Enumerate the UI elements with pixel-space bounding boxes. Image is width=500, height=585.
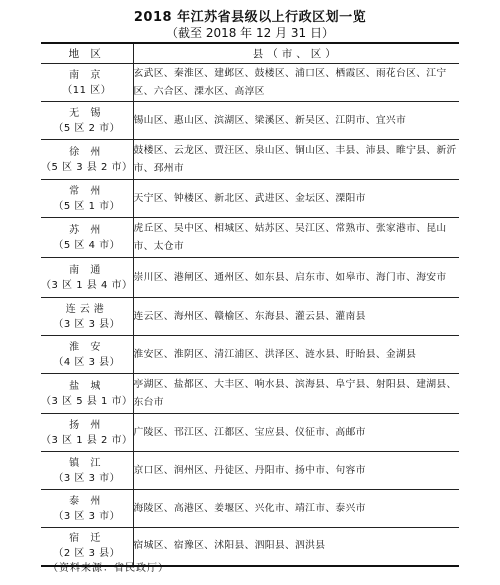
region-cell xyxy=(41,258,133,298)
counties-cell: 天宁区、钟楼区、新北区、武进区、金坛区、溧阳市 xyxy=(133,180,459,218)
table-row xyxy=(41,336,459,374)
region-cell xyxy=(41,336,133,374)
source-note: （资料来源：省民政厅） xyxy=(48,563,169,574)
region-cell xyxy=(41,452,133,490)
region-name: 南 京 xyxy=(69,69,105,81)
table-row xyxy=(41,180,459,218)
counties-cell: 崇川区、港闸区、通州区、如东县、启东市、如皋市、海门市、海安市 xyxy=(133,258,459,298)
region-name: 宿 迁 xyxy=(69,533,105,545)
region-name: 连云港 xyxy=(65,303,108,315)
region-name: 常 州 xyxy=(69,185,105,197)
table-row xyxy=(41,258,459,298)
header-counties: 县（市、区） xyxy=(133,43,459,64)
region-summary: （4 区 3 县） xyxy=(53,356,121,368)
region-cell xyxy=(41,102,133,140)
region-cell xyxy=(41,414,133,452)
region-name: 无 锡 xyxy=(69,107,105,119)
region-name: 南 通 xyxy=(69,264,105,276)
region-name: 盐 城 xyxy=(69,380,105,392)
region-cell xyxy=(41,490,133,528)
table-row xyxy=(41,414,459,452)
table-row xyxy=(41,298,459,336)
region-summary: （3 区 5 县 1 市） xyxy=(41,395,133,407)
region-cell xyxy=(41,64,133,102)
region-cell xyxy=(41,374,133,414)
counties-cell: 京口区、润州区、丹徒区、丹阳市、扬中市、句容市 xyxy=(133,452,459,490)
region-cell xyxy=(41,298,133,336)
counties-cell: 虎丘区、吴中区、相城区、姑苏区、吴江区、常熟市、张家港市、昆山市、太仓市 xyxy=(133,218,459,258)
region-name: 扬 州 xyxy=(69,419,105,431)
region-summary: （5 区 4 市） xyxy=(53,239,121,251)
region-cell xyxy=(41,218,133,258)
counties-cell: 连云区、海州区、赣榆区、东海县、灌云县、灌南县 xyxy=(133,298,459,336)
region-summary: （11 区） xyxy=(62,84,112,96)
table-row xyxy=(41,490,459,528)
region-name: 镇 江 xyxy=(69,457,105,469)
table-header-row xyxy=(41,43,459,64)
region-name: 淮 安 xyxy=(69,341,105,353)
region-summary: （3 区 3 县） xyxy=(53,318,121,330)
region-cell xyxy=(41,140,133,180)
region-summary: （3 区 1 县 4 市） xyxy=(41,279,133,291)
counties-cell: 广陵区、邗江区、江都区、宝应县、仪征市、高邮市 xyxy=(133,414,459,452)
counties-cell: 淮安区、淮阴区、清江浦区、洪泽区、涟水县、盱眙县、金湖县 xyxy=(133,336,459,374)
header-region: 地 区 xyxy=(41,43,133,64)
region-summary: （5 区 2 市） xyxy=(53,122,121,134)
region-summary: （5 区 3 县 2 市） xyxy=(41,161,133,173)
region-summary: （3 区 1 县 2 市） xyxy=(41,434,133,446)
table-row xyxy=(41,140,459,180)
counties-cell: 海陵区、高港区、姜堰区、兴化市、靖江市、泰兴市 xyxy=(133,490,459,528)
document-subtitle: （截至 2018 年 12 月 31 日） xyxy=(166,26,334,40)
regions-table xyxy=(41,42,459,567)
counties-cell: 鼓楼区、云龙区、贾汪区、泉山区、铜山区、丰县、沛县、睢宁县、新沂市、邳州市 xyxy=(133,140,459,180)
table-row xyxy=(41,374,459,414)
region-summary: （3 区 3 市） xyxy=(53,472,121,484)
counties-cell: 玄武区、秦淮区、建邺区、鼓楼区、浦口区、栖霞区、雨花台区、江宁区、六合区、溧水区、高淳区 xyxy=(133,64,459,102)
table-row xyxy=(41,452,459,490)
counties-cell: 宿城区、宿豫区、沭阳县、泗阳县、泗洪县 xyxy=(133,528,459,566)
table-row xyxy=(41,102,459,140)
counties-cell: 亭湖区、盐都区、大丰区、响水县、滨海县、阜宁县、射阳县、建湖县、东台市 xyxy=(133,374,459,414)
region-name: 泰 州 xyxy=(69,495,105,507)
region-name: 徐 州 xyxy=(69,146,105,158)
region-summary: （3 区 3 市） xyxy=(53,510,121,522)
region-name: 苏 州 xyxy=(69,224,105,236)
document-title: 2018 年江苏省县级以上行政区划一览 xyxy=(133,10,367,25)
table-row xyxy=(41,64,459,102)
counties-cell: 锡山区、惠山区、滨湖区、梁溪区、新吴区、江阴市、宜兴市 xyxy=(133,102,459,140)
region-summary: （5 区 1 市） xyxy=(53,200,121,212)
table-row xyxy=(41,218,459,258)
region-summary: （2 区 3 县） xyxy=(53,548,121,560)
region-cell xyxy=(41,180,133,218)
